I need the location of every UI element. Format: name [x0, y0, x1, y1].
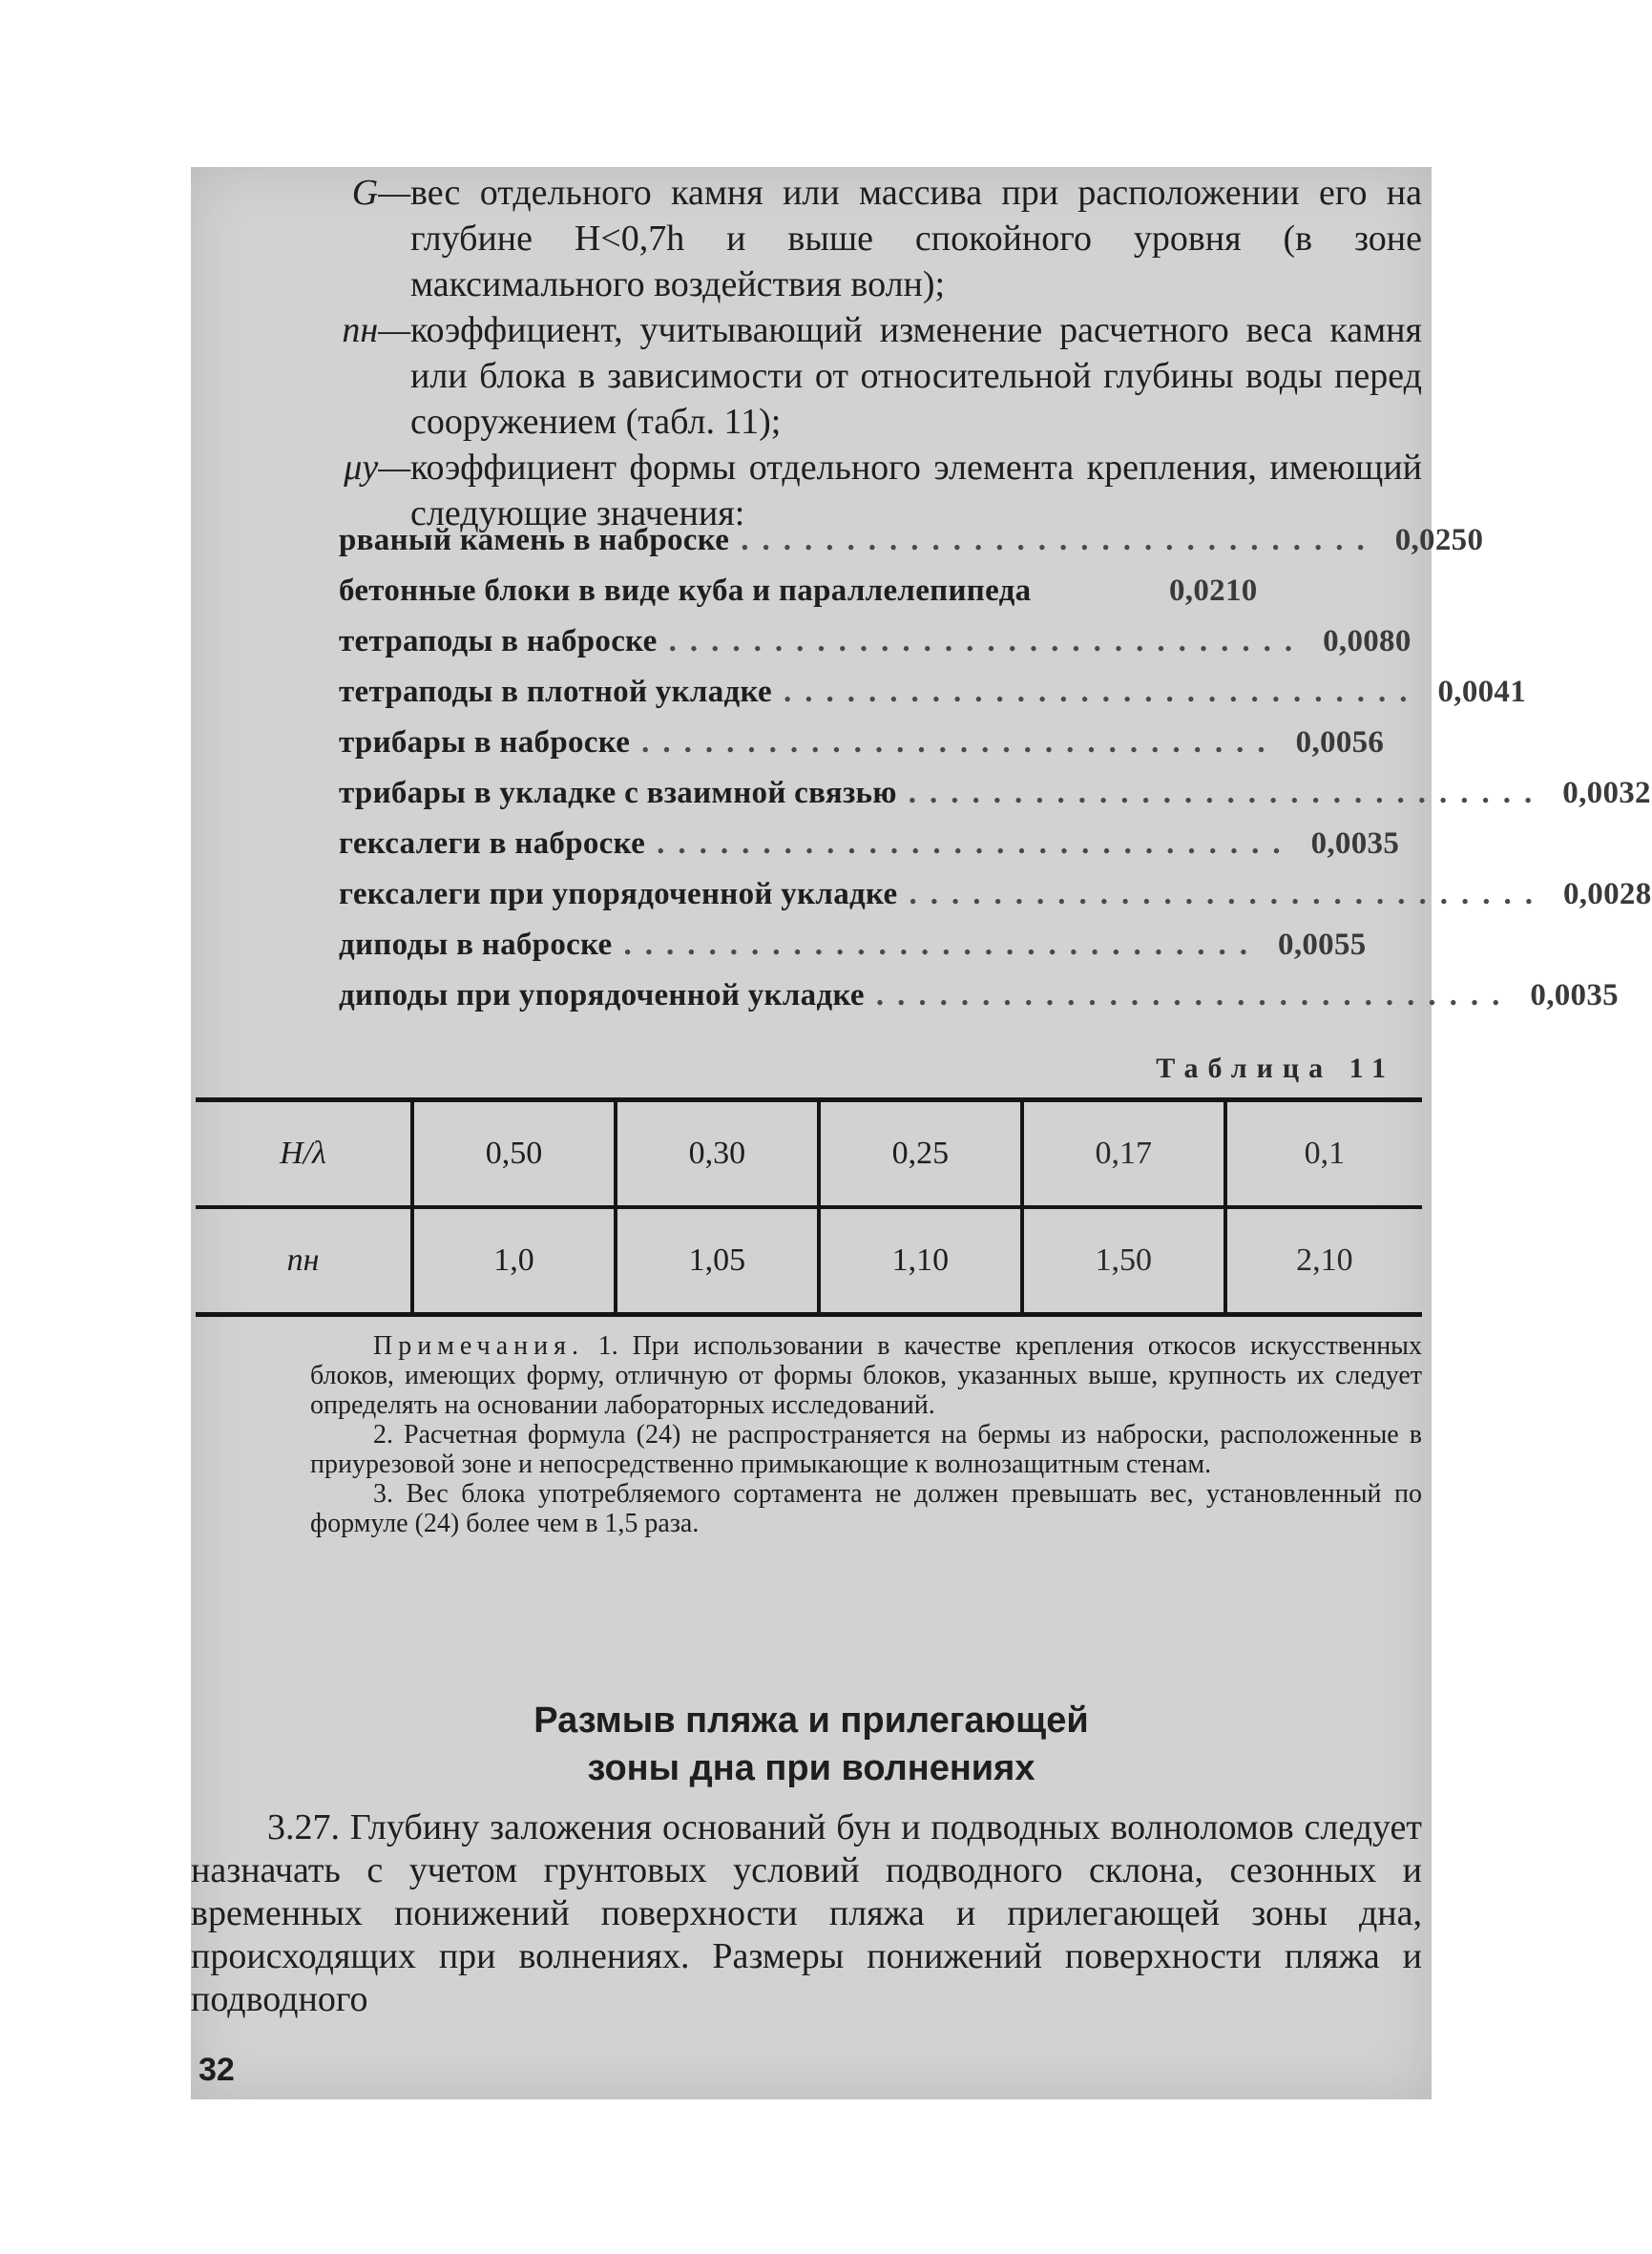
coefficient-value: 0,0035: [1310, 826, 1400, 861]
leader-dots: ..............................: [783, 675, 1421, 709]
coefficient-name: трибары в наброске: [339, 725, 631, 760]
coefficient-value: 0,0028: [1562, 877, 1652, 911]
section-title-line: зоны дна при волнениях: [587, 1748, 1035, 1788]
leader-dots: ..............................: [741, 523, 1378, 557]
table-cell: 0,1: [1225, 1100, 1422, 1208]
leader-dots: ..............................: [668, 624, 1307, 658]
note-2: [310, 1420, 1422, 1479]
notes-block: [310, 1331, 1422, 1538]
table-cell: 0,30: [616, 1100, 819, 1208]
list-item: [339, 776, 1651, 826]
table-cell: 1,05: [616, 1207, 819, 1315]
coefficient-value: 0,0035: [1530, 978, 1619, 1012]
table-cell: 0,50: [412, 1100, 616, 1208]
leader-dots: ..............................: [623, 928, 1262, 962]
note-3: [310, 1479, 1422, 1538]
coefficient-value: 0,0055: [1278, 928, 1367, 962]
coefficient-value: 0,0080: [1323, 624, 1412, 658]
row-header: H/λ: [280, 1136, 326, 1171]
coefficient-table: [196, 1097, 1422, 1317]
table-cell: 0,17: [1022, 1100, 1225, 1208]
table-cell: 1,0: [412, 1207, 616, 1315]
table-row: [196, 1100, 1422, 1208]
note-text: 2. Расчетная формула (24) не распространяется на бермы из наброски, расположенные в приурезовой зоне и непосредственно примыкающие к волнозащитным стенам.: [310, 1420, 1422, 1479]
table-cell: 1,10: [819, 1207, 1022, 1315]
shape-coefficient-list: [339, 523, 1652, 1029]
note-text: 1. При использовании в качестве крепления откосов искусственных блоков, имеющих форму, отличную от формы блоков, указанных выше, крупность их следует определять на основании лабораторных исследований.: [310, 1331, 1422, 1420]
section-title-line: Размыв пляжа и прилегающей: [533, 1701, 1089, 1741]
definition-text: коэффициент формы отдельного элемента крепления, имеющий следующие значения:: [410, 448, 1422, 533]
symbol-definitions: [315, 170, 1422, 536]
definition-text: коэффициент, учитывающий изменение расчетного веса камня или блока в зависимости от относительной глубины воды перед сооружением (табл. 11);: [410, 310, 1422, 442]
coefficient-value: 0,0032: [1562, 776, 1651, 810]
list-item: [339, 574, 1284, 624]
list-item: [339, 624, 1412, 675]
table-caption: Таблица 11: [1156, 1053, 1395, 1084]
definition-coefficient-nn: [315, 307, 1422, 445]
list-item: [339, 725, 1385, 776]
definition-symbol: G—: [351, 173, 410, 213]
note-text: 3. Вес блока употребляемого сортамента не должен превышать вес, установленный по формуле (24) более чем в 1,5 раза.: [310, 1479, 1422, 1538]
coefficient-name: диподы в наброске: [339, 928, 613, 962]
coefficient-name: рваный камень в наброске: [339, 523, 730, 557]
notes-label: Примечания.: [373, 1331, 585, 1361]
table-row: [196, 1207, 1422, 1315]
coefficient-name: тетраподы в наброске: [339, 624, 658, 658]
table-cell: 1,50: [1022, 1207, 1225, 1315]
coefficient-value: 0,0056: [1295, 725, 1385, 760]
leader-dots: ..............................: [641, 725, 1279, 760]
table-cell: 0,25: [819, 1100, 1022, 1208]
list-item: [339, 928, 1367, 978]
definition-weight: [315, 170, 1422, 307]
list-item: [339, 523, 1484, 574]
coefficient-name: тетраподы в плотной укладке: [339, 675, 772, 709]
coefficient-name: диподы при упорядоченной укладке: [339, 978, 865, 1012]
row-header: nн: [196, 1207, 412, 1315]
table-cell: 2,10: [1225, 1207, 1422, 1315]
coefficient-name: гексалеги при упорядоченной укладке: [339, 877, 898, 911]
list-item: [339, 826, 1400, 877]
page-number: 32: [199, 2052, 235, 2088]
coefficient-name: трибары в укладке с взаимной связью: [339, 776, 897, 810]
note-1: [310, 1331, 1422, 1420]
leader-dots: ..............................: [875, 978, 1514, 1012]
definition-symbol: μу—: [344, 448, 410, 488]
coefficient-value: 0,0250: [1394, 523, 1484, 557]
list-item: [339, 877, 1652, 928]
definition-text: вес отдельного камня или массива при расположении его на глубине H<0,7h и выше спокойного уровня (в зоне максимального воздействия волн);: [410, 173, 1422, 304]
list-item: [339, 675, 1527, 725]
coefficient-value: 0,0210: [1169, 574, 1258, 608]
coefficient-value: 0,0041: [1437, 675, 1527, 709]
body-paragraph: 3.27. Глубину заложения оснований бун и подводных волноломов следует назначать с учетом грунтовых условий подводного склона, сезонных и временных понижений поверхности пляжа и прилегающей зоны дна, происходящих при волнениях. Размеры понижений поверхности пляжа и подводного: [191, 1807, 1422, 2019]
leader-dots: ..............................: [908, 776, 1546, 810]
section-title: [191, 1697, 1432, 1792]
leader-dots: ..............................: [909, 877, 1546, 911]
list-item: [339, 978, 1619, 1029]
definition-symbol: nн—: [342, 310, 410, 350]
coefficient-name: гексалеги в наброске: [339, 826, 646, 861]
coefficient-name: бетонные блоки в виде куба и параллелепипеда: [339, 574, 1032, 608]
leader-dots: ..............................: [657, 826, 1294, 861]
